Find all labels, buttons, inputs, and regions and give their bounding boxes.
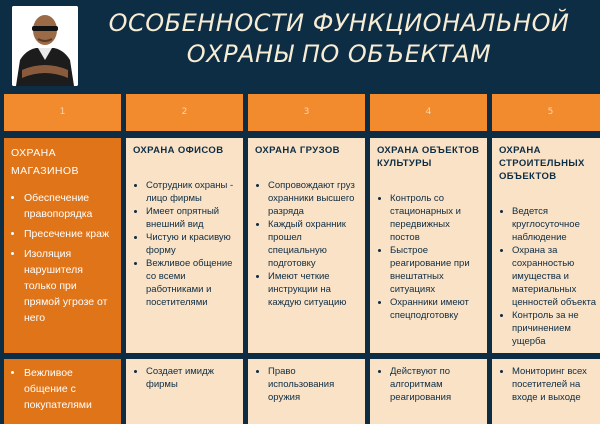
column-heading: ОХРАНА МАГАЗИНОВ — [11, 147, 79, 177]
summary-list — [11, 365, 114, 413]
column-heading: ОХРАНА ОБЪЕКТОВ КУЛЬТУРЫ — [377, 145, 480, 169]
feature-item: • Пресечение краж — [24, 226, 114, 242]
summary-list — [133, 365, 236, 391]
header — [0, 0, 600, 92]
feature-item: • Обеспечение правопорядка — [24, 190, 114, 222]
feature-item: • Имеют четкие инструкции на каждую ситуацию — [268, 270, 358, 309]
summary-item: • Мониторинг всех посетителей на входе и выходе — [512, 365, 600, 404]
feature-item: • Вежливое общение со всеми работниками и посетителями — [146, 257, 236, 309]
feature-list — [377, 192, 480, 322]
feature-item: • Охранники имеют спецподготовку — [390, 296, 480, 322]
summary-item: • Право использования оружия — [268, 365, 358, 404]
column-summary-1 — [4, 359, 121, 424]
feature-item: • Каждый охранник прошел специальную подготовку — [268, 218, 358, 270]
column-heading: ОХРАНА ОФИСОВ — [133, 145, 224, 156]
column-heading: ОХРАНА ГРУЗОВ — [255, 145, 340, 156]
column-card-5 — [492, 138, 600, 353]
summary-list — [255, 365, 358, 404]
column-summary-4 — [370, 359, 487, 424]
column-summary-5 — [492, 359, 600, 424]
feature-item: • Быстрое реагирование при внештатных ситуациях — [390, 244, 480, 296]
feature-item: • Имеет опрятный внешний вид — [146, 205, 236, 231]
feature-item: • Изоляция нарушителя только при прямой угрозе от него — [24, 246, 114, 326]
feature-item: • Ведется круглосуточное наблюдение — [512, 205, 600, 244]
summary-item: • Действуют по алгоритмам реагирования — [390, 365, 480, 404]
column-number-3: 3 — [248, 94, 365, 131]
page-title: ОСОБЕННОСТИ ФУНКЦИОНАЛЬНОЙ ОХРАНЫ ПО ОБЪЕКТАМ — [108, 9, 570, 68]
feature-item: • Сопровождают груз охранники высшего разряда — [268, 179, 358, 218]
summary-list — [377, 365, 480, 404]
column-number-5: 5 — [492, 94, 600, 131]
column-number-4: 4 — [370, 94, 487, 131]
security-guard-icon — [12, 6, 78, 86]
feature-list — [255, 179, 358, 309]
column-card-2 — [126, 138, 243, 353]
feature-item: • Охрана за сохранностью имущества и материальных ценностей объекта — [512, 244, 600, 309]
column-summary-3 — [248, 359, 365, 424]
column-card-3 — [248, 138, 365, 353]
feature-list — [11, 190, 114, 326]
feature-item: • Контроль за не причинением ущерба — [512, 309, 600, 348]
summary-list — [499, 365, 600, 404]
summary-item: • Вежливое общение с покупателями — [24, 365, 114, 413]
feature-item: • Сотрудник охраны - лицо фирмы — [146, 179, 236, 205]
summary-item: • Создает имидж фирмы — [146, 365, 236, 391]
column-number-2: 2 — [126, 94, 243, 131]
column-number-1: 1 — [4, 94, 121, 131]
feature-item: • Контроль со стационарных и передвижных постов — [390, 192, 480, 244]
column-heading: ОХРАНА СТРОИТЕЛЬНЫХ ОБЪЕКТОВ — [499, 145, 585, 182]
column-card-4 — [370, 138, 487, 353]
feature-list — [133, 179, 236, 309]
feature-item: • Чистую и красивую форму — [146, 231, 236, 257]
security-guard-avatar — [12, 6, 78, 86]
column-summary-2 — [126, 359, 243, 424]
feature-list — [499, 205, 600, 348]
column-card-1 — [4, 138, 121, 353]
